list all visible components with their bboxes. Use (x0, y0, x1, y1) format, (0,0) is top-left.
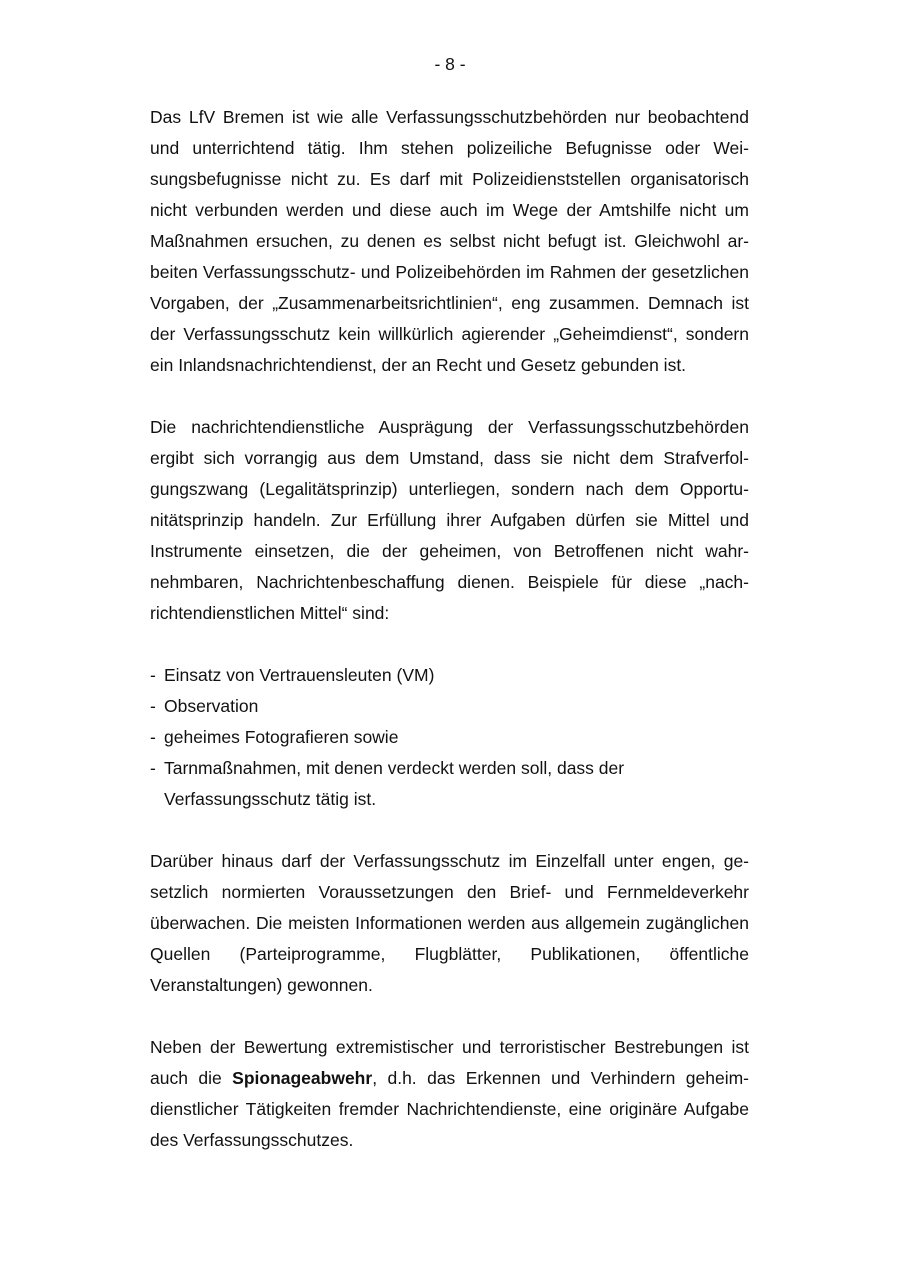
paragraph-counterespionage (150, 1032, 749, 1156)
list-item-text: geheimes Fotografieren sowie (164, 727, 399, 747)
list-item (150, 660, 749, 691)
paragraph-lfv-role: Das LfV Bremen ist wie alle Verfassungsschutzbehörden nur beobachtend und unterrichtend tätig. Ihm stehen polizeiliche Befugnisse oder Weisungsbefugnisse nicht zu. Es darf mit Polizeidienststellen organisatorisch nicht verbunden werden und diese auch im Wege der Amtshilfe nicht um Maßnahmen ersuchen, zu denen es selbst nicht befugt ist. Gleichwohl arbeiten Verfassungsschutz- und Polizeibehörden im Rahmen der gesetzlichen Vorgaben, der „Zusammenarbeitsrichtlinien“, eng zusammen. Demnach ist der Verfassungsschutz kein willkürlich agierender „Geheimdienst“, sondern ein Inlandsnachrichtendienst, der an Recht und Gesetz gebunden ist. (150, 107, 749, 375)
list-item (150, 753, 749, 815)
list-item-text: Observation (164, 696, 259, 716)
list-item (150, 722, 749, 753)
paragraph-gap (150, 629, 749, 660)
paragraph-surveillance: Darüber hinaus darf der Verfassungsschutz im Einzelfall unter engen, gesetzlich normierten Voraussetzungen den Brief- und Fernmeldeverkehr überwachen. Die meisten Informationen werden aus allgemein zugänglichen Quellen (Parteiprogramme, Flugblätter, Publikationen, öffentliche Veranstaltungen) gewonnen. (150, 851, 749, 995)
list-item (150, 691, 749, 722)
paragraph-text: Neben der Bewertung extremistischer und terroristischer Bestrebungen ist auch die (150, 1037, 749, 1088)
list-item-text: Einsatz von Vertrauensleuten (VM) (164, 665, 435, 685)
list-dash: - (150, 727, 156, 747)
paragraph-gap (150, 815, 749, 846)
paragraph-gap (150, 381, 749, 412)
list-item-text: Tarnmaßnahmen, mit denen verdeckt werden soll, dass der Verfassungsschutz tätig ist. (164, 758, 625, 809)
page-number: - 8 - (434, 54, 466, 74)
list-dash: - (150, 758, 156, 778)
paragraph-intelligence-means: Die nachrichtendienstliche Ausprägung der Verfassungsschutzbehörden ergibt sich vorrangig aus dem Umstand, dass sie nicht dem Strafverfolgungszwang (Legalitätsprinzip) unterliegen, sondern nach dem Opportunitätsprinzip handeln. Zur Erfüllung ihrer Aufgaben dürfen sie Mittel und Instrumente einsetzen, die der geheimen, von Betroffenen nicht wahrnehmbaren, Nachrichtenbeschaffung dienen. Beispiele für diese „nachrichtendienstlichen Mittel“ sind: (150, 417, 749, 623)
paragraph-text: , d.h. das Erkennen und Verhindern geheimdienstlicher Tätigkeiten fremder Nachrichtendienste, eine originäre Aufgabe des Verfassungsschutzes. (150, 1068, 749, 1150)
list-dash: - (150, 665, 156, 685)
paragraph-gap (150, 1001, 749, 1032)
document-body (150, 102, 749, 1156)
bold-term-spionageabwehr: Spionageabwehr (232, 1068, 373, 1088)
list-dash: - (150, 696, 156, 716)
means-list (150, 660, 749, 815)
